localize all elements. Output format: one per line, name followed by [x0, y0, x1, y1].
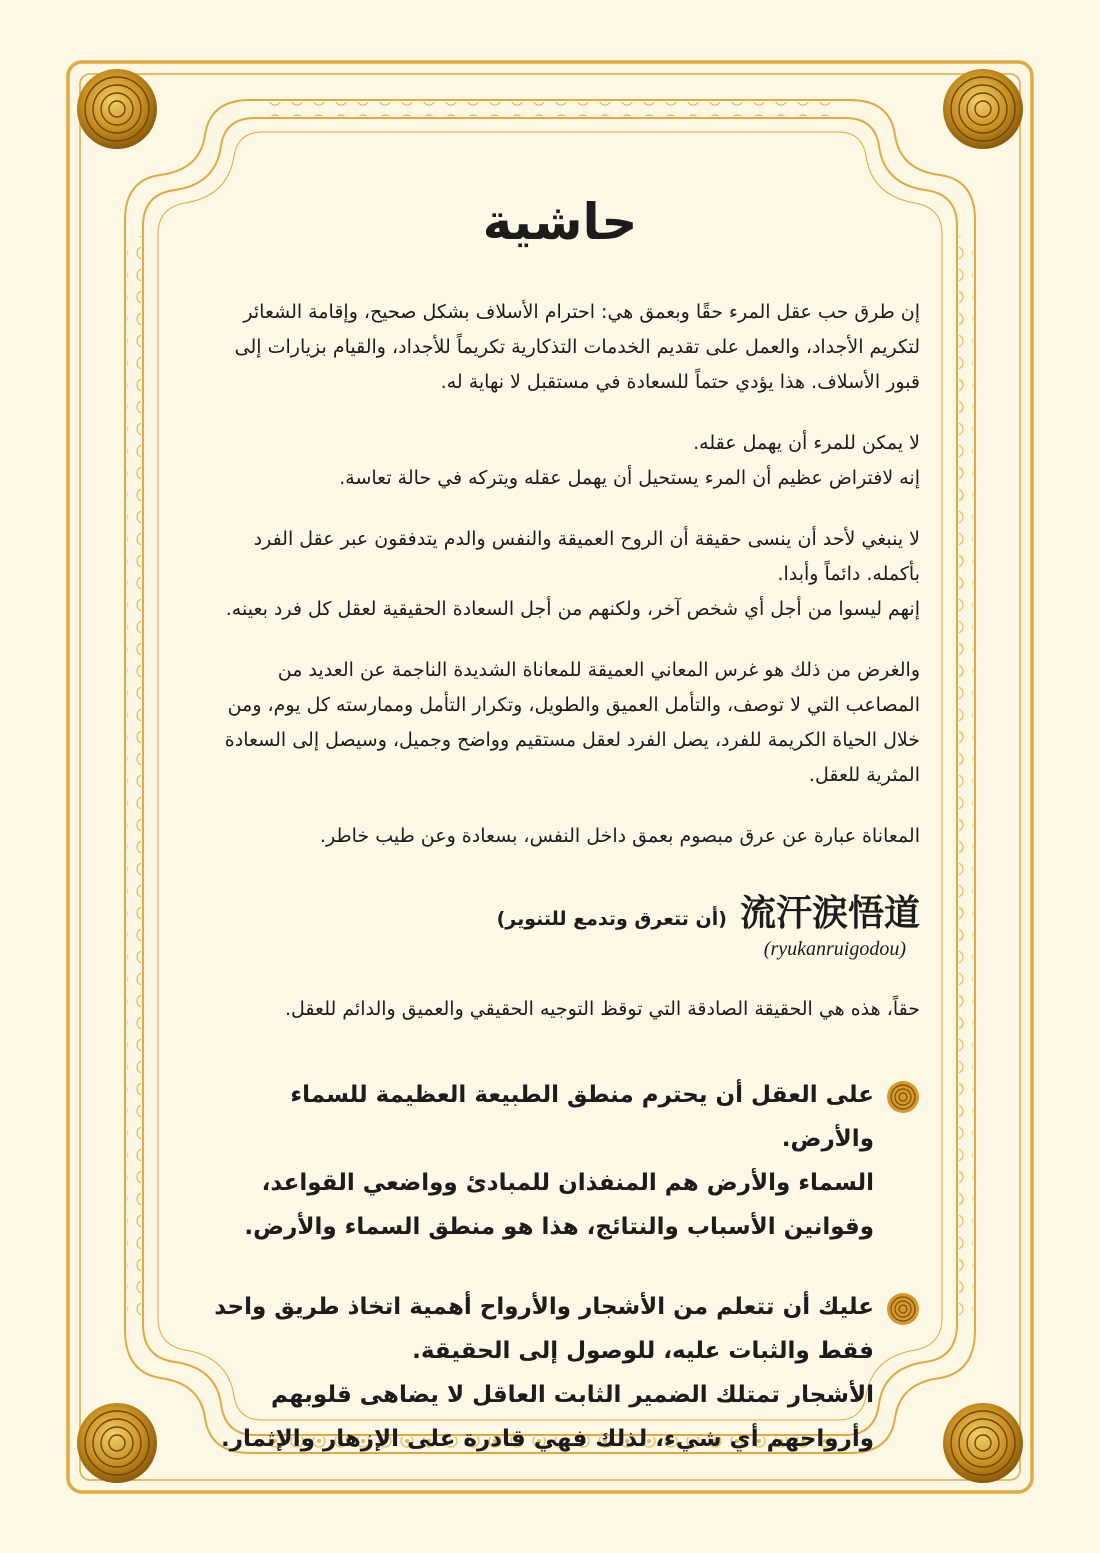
motto-kanji: 流汗涙悟道 — [739, 893, 920, 934]
paragraph-truth — [200, 992, 920, 1027]
paragraph-line: إنهم ليسوا من أجل أي شخص آخر، ولكنهم من أجل السعادة الحقيقية لعقل كل فرد بعينه. — [225, 598, 920, 620]
paragraph-line: المعاناة عبارة عن عرق مبصوم بعمق داخل النفس، بسعادة وعن طيب خاطر. — [320, 825, 920, 847]
paragraph-line: لا يمكن للمرء أن يهمل عقله. — [693, 432, 920, 454]
bullet-trees-spirits — [200, 1285, 920, 1461]
corner-medallion-top-right — [943, 69, 1023, 149]
bullet-line: الأشجار تمتلك الضمير الثابت العاقل لا يضاهى قلوبهم وأرواحهم أي شيء، لذلك فهي قادرة على الإزهار والإثمار. — [220, 1381, 874, 1452]
gold-coin-icon — [886, 1080, 920, 1114]
paragraph-line: حقاً، هذه هي الحقيقة الصادقة التي توقظ التوجيه الحقيقي والعميق والدائم للعقل. — [284, 997, 920, 1020]
motto-gloss: (أن تتعرق وتدمع للتنوير) — [496, 908, 727, 930]
corner-medallion-bottom-left — [77, 1403, 157, 1483]
paragraph-neglect — [200, 426, 920, 496]
paragraph-line: إنه لافتراض عظيم أن المرء يستحيل أن يهمل عقله ويتركه في حالة تعاسة. — [339, 467, 920, 489]
paragraph-suffering — [200, 819, 920, 854]
corner-medallion-top-left — [77, 69, 157, 149]
gold-coin-icon — [886, 1292, 920, 1326]
document-body — [200, 190, 920, 1497]
paragraph-line: والغرض من ذلك هو غرس المعاني العميقة للمعاناة الشديدة الناجمة عن العديد من المصاعب التي لا توصف، والتأمل العميق والطويل، وتكرار التأمل وممارسته كل يوم، ومن خلال الحياة الكريمة للفرد، يصل الفرد لعقل مستقيم وواضح وجميل، وسيصل إلى السعادة المثرية للعقل. — [224, 659, 920, 786]
motto-line — [200, 894, 920, 934]
motto-romanization: (ryukanruigodou) — [763, 937, 906, 960]
paragraph-line: إن طرق حب عقل المرء حقًا وبعمق هي: احترام الأسلاف بشكل صحيح، وإقامة الشعائر لتكريم الأجداد، والعمل على تقديم الخدمات التذكارية تكريماً للأجداد، والقيام بزيارات إلى قبور الأسلاف. هذا يؤدي حتماً للسعادة في مستقبل لا نهاية له. — [234, 301, 920, 393]
paragraph-purpose — [200, 653, 920, 793]
paragraph-line: لا ينبغي لأحد أن ينسى حقيقة أن الروح العميقة والنفس والدم يتدفقون عبر عقل الفرد بأكمله. دائماً وأبدا. — [253, 528, 920, 585]
corner-medallion-bottom-right — [943, 1403, 1023, 1483]
paragraph-ancestors — [200, 295, 920, 400]
bullet-line: على العقل أن يحترم منطق الطبيعة العظيمة للسماء والأرض. — [290, 1081, 874, 1152]
bullet-line: عليك أن تتعلم من الأشجار والأرواح أهمية اتخاذ طريق واحد فقط والثبات عليه، للوصول إلى الحقيقة. — [214, 1293, 874, 1364]
bullet-line: السماء والأرض هم المنفذان للمبادئ وواضعي القواعد، وقوانين الأسباب والنتائج، هذا هو منطق السماء والأرض. — [244, 1169, 874, 1240]
page-title: حاشية — [482, 193, 638, 251]
motto-block — [200, 894, 920, 960]
paragraph-spirit — [200, 522, 920, 627]
bullet-heaven-earth — [200, 1073, 920, 1249]
